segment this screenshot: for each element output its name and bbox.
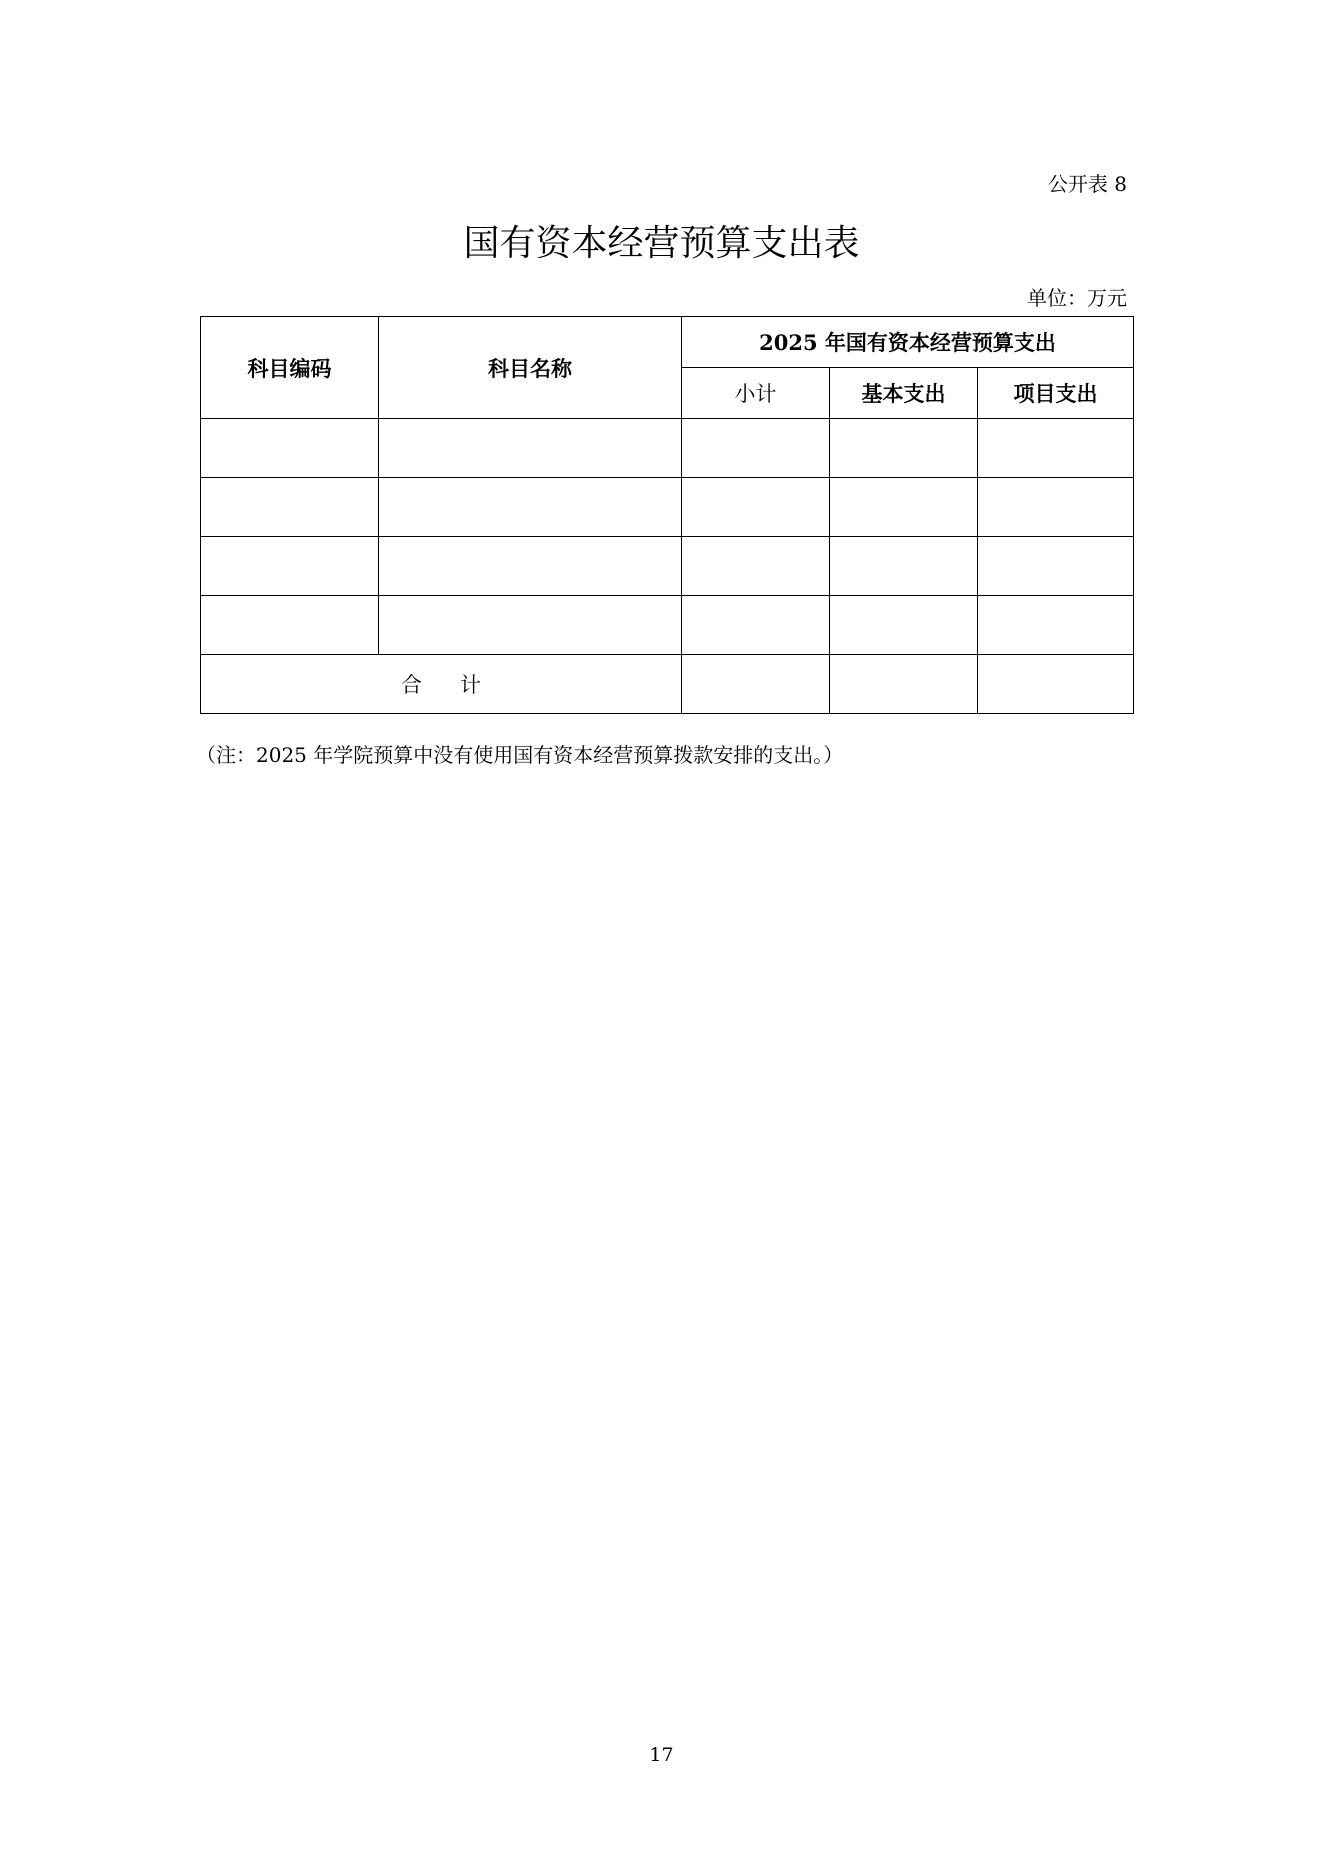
cell-basic — [830, 478, 978, 537]
table-header-row — [201, 317, 1134, 368]
header-project: 项目支出 — [978, 368, 1134, 419]
table-row — [201, 537, 1134, 596]
header-subtotal: 小计 — [682, 368, 830, 419]
page-title: 国有资本经营预算支出表 — [463, 223, 860, 264]
cell-code — [201, 537, 379, 596]
cell-project — [978, 596, 1134, 655]
cell-code — [201, 478, 379, 537]
total-label-part2: 计 — [460, 673, 481, 697]
table-row — [201, 419, 1134, 478]
total-project — [978, 655, 1134, 714]
cell-project — [978, 537, 1134, 596]
header-name: 科目名称 — [379, 317, 682, 419]
cell-project — [978, 478, 1134, 537]
total-subtotal — [682, 655, 830, 714]
cell-subtotal — [682, 537, 830, 596]
total-label — [201, 655, 682, 714]
header-group: 2025 年国有资本经营预算支出 — [682, 317, 1134, 368]
cell-project — [978, 419, 1134, 478]
cell-code — [201, 596, 379, 655]
total-label-part1: 合 — [401, 673, 422, 697]
cell-subtotal — [682, 596, 830, 655]
header-code: 科目编码 — [201, 317, 379, 419]
table-row — [201, 596, 1134, 655]
table-note: （注：2025 年学院预算中没有使用国有资本经营预算拨款安排的支出。） — [196, 743, 844, 767]
cell-name — [379, 419, 682, 478]
table-row — [201, 478, 1134, 537]
cell-basic — [830, 537, 978, 596]
cell-basic — [830, 419, 978, 478]
cell-subtotal — [682, 478, 830, 537]
cell-name — [379, 478, 682, 537]
header-basic: 基本支出 — [830, 368, 978, 419]
cell-basic — [830, 596, 978, 655]
cell-name — [379, 537, 682, 596]
budget-table — [200, 316, 1134, 714]
cell-code — [201, 419, 379, 478]
cell-name — [379, 596, 682, 655]
total-basic — [830, 655, 978, 714]
cell-subtotal — [682, 419, 830, 478]
unit-label: 单位：万元 — [1027, 286, 1127, 310]
document-label: 公开表 8 — [1047, 172, 1127, 196]
page-number: 17 — [649, 1744, 674, 1766]
total-row — [201, 655, 1134, 714]
